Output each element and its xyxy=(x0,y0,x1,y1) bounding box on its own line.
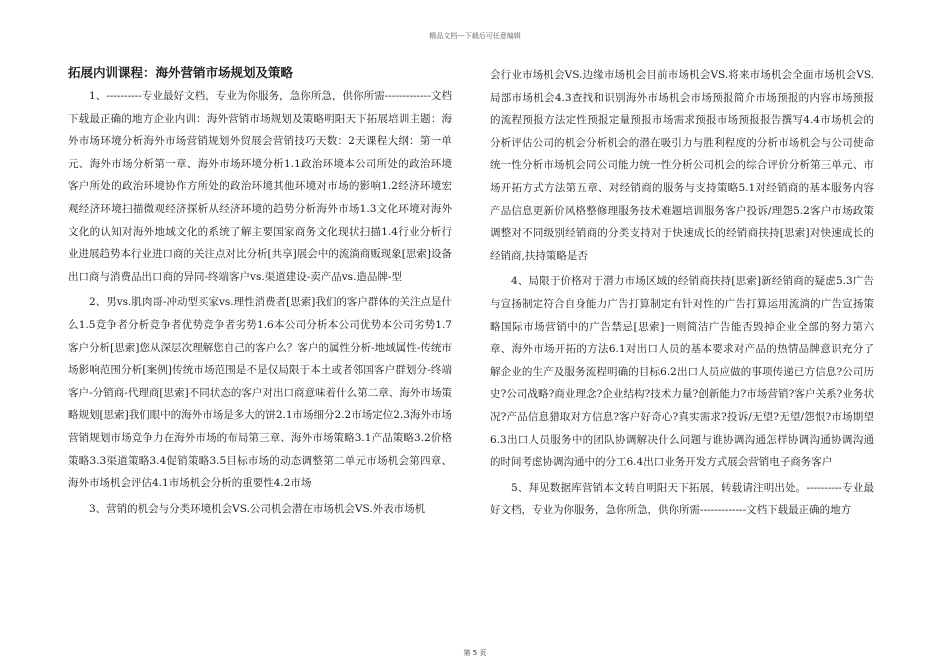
right-column xyxy=(490,64,874,522)
page-number: 第 5 页 xyxy=(463,649,487,657)
paragraph-4: 4、局限于价格对于潜力市场区域的经销商扶持[思索]新经销商的疑虑5.3广告与宣扬制定符合自身能力广告打算制定有针对性的广告打算运用流淌的广告宣扬策略国际市场营销中的广告禁忌[思索]一则简洁广告能否毁掉企业全部的努力第六章、海外市场开拓的方法6.1对出口人员的基本要求对产品的热情品牌意识充分了解企业的生产及服务流程明确的目标6.2出口人员应做的事项传递已方信息?公司历史?公司战略?商业理念?企业结构?技术力量?创新能力?市场营销?客户关系?业务状况?产品信息猎取对方信息?客户好奇心?真实需求?投诉/无望?无望/怨恨?市场期望6.3出口人员服务中的团队协调解决什么问题与谁协调沟通怎样协调沟通协调沟通的时间考虑协调沟通中的分工6.4出口业务开发方式展会营销电子商务客户 xyxy=(490,275,874,469)
paragraph-5: 5、拜见数据库营销本文转自明阳天下拓展，转载请注明出处。----------专业最好文档，专业为你服务，急你所急，供你所需-------------文档下载最正确的地方 xyxy=(490,481,874,517)
paragraph-1: 1、----------专业最好文档，专业为你服务，急你所急，供你所需-------------文档下载最正确的地方企业内训：海外营销市场规划及策略明阳天下拓展培训主题：海外市场环境分析海外市场营销规划外贸展会营销技巧天数：2天课程大纲：第一单元、海外市场分析第一章、海外市场环境分析1.1政治环境本公司所处的政治环境客户所处的政治环境协作方所处的政治环境其他环境对市场的影响1.2经济环境宏观经济环境扫描微观经济探析从经济环境的趋势分析海外市场1.3文化环境对海外文化的认知对海外地域文化的系统了解主要国家商务文化现状扫描1.4行业分析行业进展趋势本行业进口商的关注点对比分析[共享]展会中的流淌商贩现象[思索]设备出口商与消费品出口商的异同-终端客户vs.渠道建设-卖产品vs.造品牌-型 xyxy=(68,90,452,283)
paragraph-3-continued: 会行业市场机会VS.边缘市场机会目前市场机会VS.将来市场机会全面市场机会VS.局部市场机会4.3查找和识别海外市场机会市场预报简介市场预报的内容市场预报的流程预报方法定性预报定量预报市场需求预报市场预报报告撰写4.4市场机会的分析评估公司的机会分析机会的潜在吸引力与胜利程度的分析市场机会与公司使命统一性分析市场机会同公司能力统一性分析公司机会的综合评价分析第三单元、市场开拓方式方法第五章、对经销商的服务与支持策略5.1对经销商的基本服务内容产品信息更新价风格整修理服务技术难题培训服务客户投诉/理怨5.2客户市场政策调整对不同级别经销商的分类支持对于快速成长的经销商扶持[思索]对快速成长的经销商,扶持策略是否 xyxy=(490,69,874,262)
page-header: 精品文档---下载后可任意编辑 xyxy=(429,32,521,40)
left-column xyxy=(68,62,452,520)
paragraph-3: 3、营销的机会与分类环境机会VS.公司机会潜在市场机会VS.外表市场机 xyxy=(89,502,426,515)
paragraph-2: 2、男vs.肌肉哥-冲动型买家vs.理性消费者[思索]我们的客户群体的关注点是什么1.5竞争者分析竞争者优势竞争者劣势1.6本公司分析本公司优势本公司劣势1.7客户分析[思索]您从深层次理解您自己的客户么？客户的属性分析-地域属性-传统市场影响范围分析[案例]传统市场范围是不是仅局限于本土或者邻国客户群划分-终端客户-分销商-代理商[思索]不同状态的客户对出口商意味着什么第二章、海外市场策略规划[思索]我们眼中的海外市场是多大的饼2.1市场细分2.2市场定位2.3海外市场营销规划市场竞争力在海外市场的布局第三章、海外市场策略3.1产品策略3.2价格策略3.3渠道策略3.4促销策略3.5目标市场的动态调整第二单元市场机会第四章、海外市场机会评估4.1市场机会分析的重要性4.2市场 xyxy=(68,296,452,490)
document-title: 拓展内训课程：海外营销市场规划及策略 xyxy=(68,65,294,80)
